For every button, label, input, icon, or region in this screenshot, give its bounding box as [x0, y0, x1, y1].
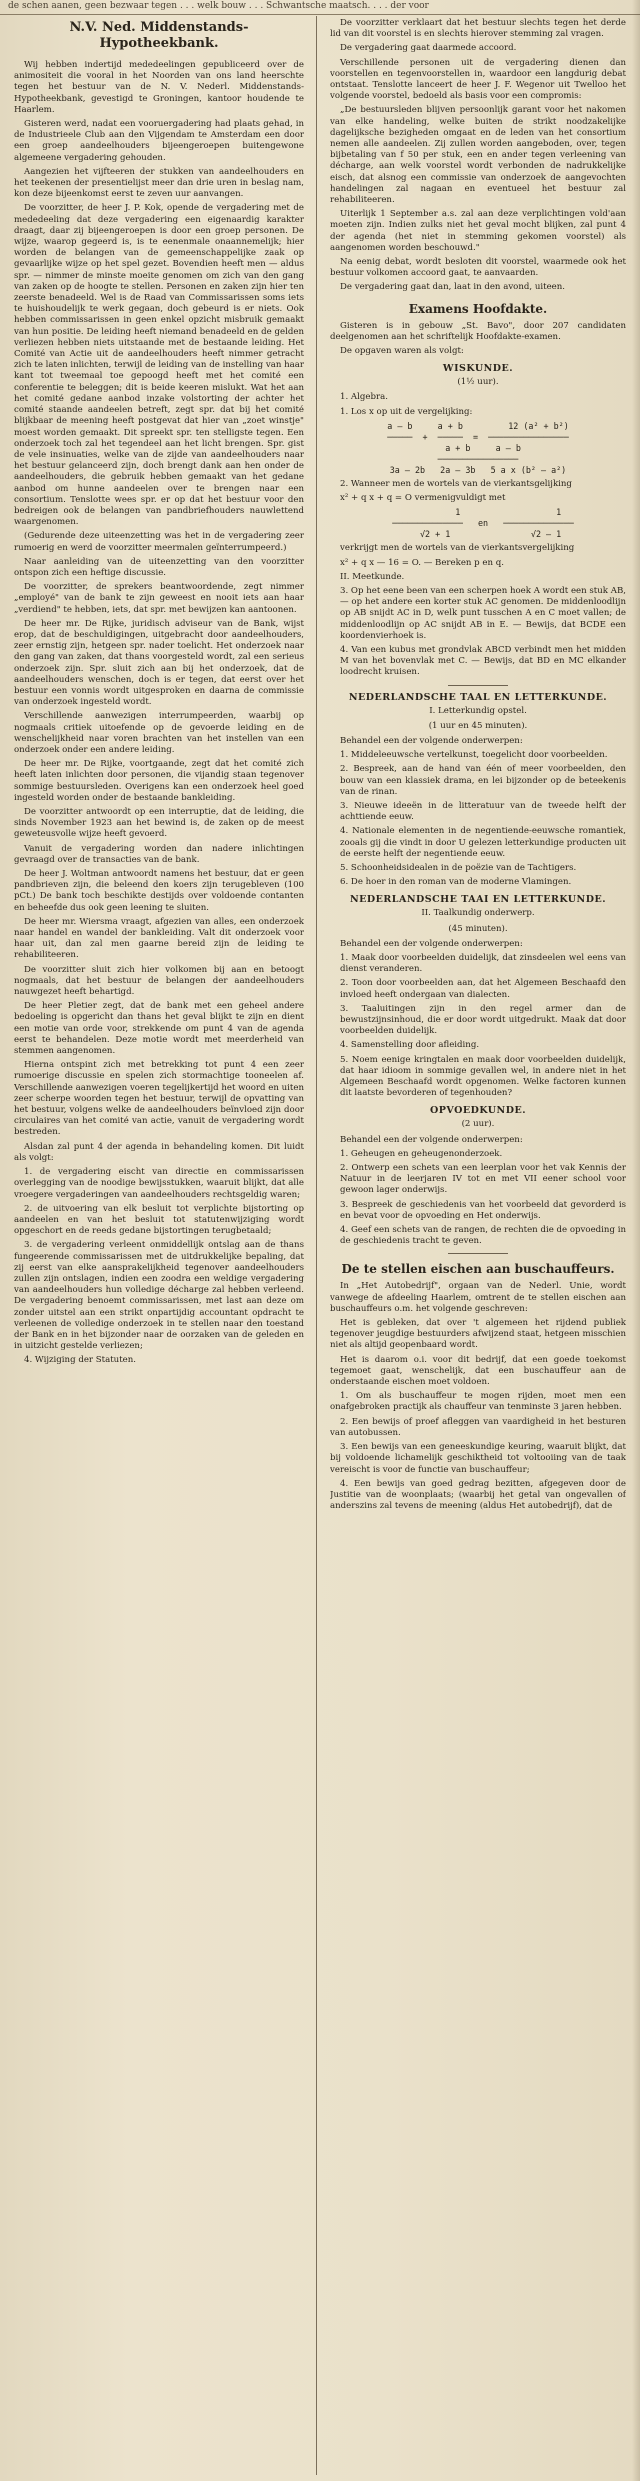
- paragraph: Verschillende personen uit de vergadering dienen dan voorstellen en tegenvoorstellen in, waardoor een langdurig debat ontstaat. Tenslotte lanceert de heer J. F. Wegenor uit Twelloo het volgende voorstel, bedoeld als basis voor een compromis:: [330, 57, 626, 102]
- paragraph: De vergadering gaat dan, laat in den avond, uiteen.: [340, 282, 566, 293]
- article-title-buschauffeurs: De te stellen eischen aan buschauffeurs.: [341, 1262, 615, 1277]
- paragraph: De voorzitter sluit zich hier volkomen bij aan en betoogt nogmaals, dat het bestuur de belangen der aandeelhouders nauwgezet heeft behartigd.: [14, 964, 304, 998]
- equation: 1 1 ────────────── en ────────────── √2 + 1 √2 — 1: [392, 507, 574, 540]
- list-item: 4. Geef een schets van de rangen, de rechten die de opvoeding in de geschiedenis tracht te geven.: [340, 1225, 626, 1247]
- paragraph: 3. de vergadering verleent onmiddellijk ontslag aan de thans fungeerende commissarissen met de uitdrukkelijke bepaling, dat zij eerst van elke aansprakelijkheid tegenover aandeelhouders zullen zijn ontslagen, indien een zoodra een weldige vergadering van aandeelhouders hun volledige décharge zal hebben verleend. De vergadering benoemt commissarissen, met last aan deze om zonder uitstel aan een strikt onpartijdig accountant opdracht te verleenen de volledige onderzoek in te stellen naar den toestand der Bank en in het bijzonder naar de oorzaken van de geleden en in uitzicht gestelde verliezen;: [14, 1240, 304, 1352]
- list-item: 1. Middeleeuwsche vertelkunst, toegelicht door voorbeelden.: [340, 750, 608, 761]
- subsection-title: II. Taalkundig onderwerp.: [421, 908, 535, 919]
- paragraph: (Gedurende deze uiteenzetting was het in de vergadering zeer rumoerig en werd de voorzitter meermalen geïnterrumpeerd.): [14, 531, 304, 553]
- section-title-opvoedkunde: OPVOEDKUNDE.: [429, 1105, 527, 1117]
- list-item: verkrijgt men de wortels van de vierkantsvergelijking: [340, 543, 575, 554]
- paragraph: Vanuit de vergadering worden dan nadere inlichtingen gevraagd over de transacties van de bank.: [14, 843, 304, 865]
- article-body-buschauffeurs: [330, 1281, 626, 1512]
- column-rule: [316, 16, 317, 2475]
- paragraph: Naar aanleiding van de uiteenzetting van den voorzitter ontspon zich een heftige discussie.: [14, 556, 304, 578]
- paragraph: Uiterlijk 1 September a.s. zal aan deze verplichtingen vold'aan moeten zijn. Indien zulks niet het geval mocht blijken, zal punt 4 der agenda (het niet in stemming gekomen voorstel) als aangenomen worden beschouwd.": [330, 209, 626, 253]
- paragraph: Wij hebben indertijd mededeelingen gepubliceerd over de animositeit die vooral in het Noorden van ons land heerschte tegen het bestuur van de N. V. Nederl. Middenstands-Hypotheekbank, gevestigd te Groningen, kantoor houdende te Haarlem.: [14, 60, 304, 115]
- article-body-continued: [330, 18, 626, 294]
- duration: (1 uur en 45 minuten).: [428, 720, 528, 731]
- duration-wiskunde: (1½ uur).: [457, 377, 499, 388]
- right-column: [330, 18, 626, 2471]
- list-item: 1. Maak door voorbeelden duidelijk, dat zinsdeelen wel eens van dienst veranderen.: [340, 952, 626, 975]
- list-item: 3. Op het eene been van een scherpen hoek A wordt een stuk AB, — op het andere een korter stuk AC genomen. De middenloodlijn op AB snijdt AC in D, welk punt tusschen A en C moet vallen; de middenloodlijn op AC snijdt AB in E. — Bewijs, dat BCDE een koordenvierhoek is.: [340, 585, 626, 641]
- list-item: 2. Bespreek, aan de hand van één of meer voorbeelden, den bouw van een klassiek drama, en lei bijzonder op de beteekenis van de rinan.: [340, 764, 626, 797]
- list-item: Behandel een der volgende onderwerpen:: [340, 938, 523, 949]
- paragraph: 4. Wijziging der Statuten.: [24, 1355, 137, 1366]
- list-item: II. Meetkunde.: [340, 571, 405, 582]
- paragraph: De heer mr. Wiersma vraagt, afgezien van alles, een onderzoek naar handel en wandel der bankleiding. Valt dit onderzoek voor haar uit, dan zal men gaarne bereid zijn de leiding te rehabiliteeren.: [14, 916, 304, 961]
- list-item: 5. Schoonheidsidealen in de poëzie van de Tachtigers.: [340, 862, 577, 873]
- list-item: 1. Geheugen en geheugenonderzoek.: [340, 1148, 503, 1159]
- paragraph: Het is daarom o.i. voor dit bedrijf, dat een goede toekomst tegemoet gaat, wenschelijk, dat een buschauffeur aan de onderstaande eischen moet voldoen.: [330, 1354, 626, 1388]
- paragraph: In „Het Autobedrijf", orgaan van de Nederl. Unie, wordt vanwege de afdeeling Haarlem, omtrent de te stellen eischen aan buschauffeurs o.m. het volgende geschreven:: [330, 1281, 626, 1314]
- list-item: x² + q x + q = O vermenigvuldigt met: [340, 493, 506, 504]
- paragraph: De vergadering gaat daarmede accoord.: [340, 43, 517, 54]
- article-title-examens: Examens Hoofdakte.: [408, 301, 548, 316]
- divider: [448, 685, 508, 686]
- paragraph: 3. Een bewijs van een geneeskundige keuring, waaruit blijkt, dat bij voldoende lichamelijk geschiktheid tot voltooiing van de taak vereischt is voor de functie van buschauffeur;: [330, 1442, 626, 1475]
- article-title-hypotheekbank: N.V. Ned. Middenstands-Hypotheekbank.: [69, 20, 249, 51]
- section-title-wiskunde: WISKUNDE.: [442, 363, 514, 375]
- list-item: 4. Nationale elementen in de negentiende-eeuwsche romantiek, zooals gij die vindt in door U gelezen letterkundige producten uit de eerste helft der negentiende eeuw.: [340, 826, 626, 859]
- paragraph: De heer mr. De Rijke, voortgaande, zegt dat het comité zich heeft laten inlichten door personen, die vijandig staan tegenover sommige bestuursleden. Overigens kan een onderzoek heel goed ingesteld worden onder de bestaande bankleiding.: [14, 759, 304, 803]
- paragraph: 1. Om als buschauffeur te mogen rijden, moet men een onafgebroken practijk als chauffeur van tenminste 3 jaren hebben.: [330, 1391, 626, 1413]
- paragraph: Het is gebleken, dat over 't algemeen het rijdend publiek tegenover jeugdige bestuurders afwijzend staat, hetgeen misschien niet als altijd geopenbaard wordt.: [330, 1318, 626, 1351]
- page-edge-shadow: [632, 0, 640, 2481]
- list-item: 5. Noem eenige kringtalen en maak door voorbeelden duidelijk, dat haar idioom in sommige gevallen wel, in andere niet in het Algemeen Beschaafd wordt opgenomen. Welke factoren kunnen dit laatste bevorderen of tegenhouden?: [340, 1054, 626, 1099]
- paragraph: 2. Een bewijs of proef afleggen van vaardigheid in het besturen van autobussen.: [330, 1416, 626, 1438]
- list-taal-1: [330, 736, 626, 888]
- list-item: 3. Taaluitingen zijn in den regel armer dan de bewustzijnsinhoud, die er door wordt uitgedrukt. Maak dat door voorbeelden duidelijk.: [340, 1003, 626, 1037]
- list-item: Behandel een der volgende onderwerpen:: [340, 1134, 523, 1145]
- divider: [448, 1253, 508, 1254]
- subsection-title: I. Letterkundig opstel.: [429, 705, 527, 716]
- list-wiskunde: [330, 392, 626, 678]
- list-taal-2: [330, 939, 626, 1100]
- paragraph: Verschillende aanwezigen interrumpeerden, waarbij op nogmaals critiek uitoefende op de gevoerde leiding en de wenschelijkheid naar voren brachten van het instellen van een onderzoek onder een andere leiding.: [14, 711, 304, 755]
- paragraph: Gisteren is in gebouw „St. Bavo", door 207 candidaten deelgenomen aan het schriftelijk Hoofdakte-examen.: [330, 320, 626, 342]
- section-title-taal-1: NEDERLANDSCHE TAAL EN LETTERKUNDE.: [348, 691, 608, 703]
- list-opvoedkunde: [330, 1135, 626, 1248]
- article-body-hypotheekbank: [14, 60, 304, 1367]
- paragraph: De heer J. Woltman antwoordt namens het bestuur, dat er geen pandbrieven zijn, die beleend den koers zijn terugebleven (100 pCt.) De bank toch beschikte destijds over voldoende contanten en beheefde dus ook geen leening te sluiten.: [14, 869, 304, 913]
- list-item: 3. Bespreek de geschiedenis van het voorbeeld dat gevorderd is en bevat voor de opvoeding en Het onderwijs.: [340, 1199, 626, 1221]
- top-strip: de schen aanen, geen bezwaar tegen . . . welk bouw . . . Schwantsche maatsch. . . . der voor: [0, 0, 640, 15]
- section-title-taal-2: NEDERLANDSCHE TAAI EN LETTERKUNDE.: [349, 894, 607, 906]
- paragraph: „De bestuursleden blijven persoonlijk garant voor het nakomen van elke handeling, welke buiten de strikt noodzakelijke dagelijksche bezigheden omgaat en de leden van het consortium nemen alle aandeelen. Zij zullen worden aangeboden, over, tegen bijbetaling van f 50 per stuk, een en ander tegen verleening van décharge, aan welk voorstel wordt verbonden de nadrukkelijke eisch, dat alsnog een commissie van onderzoek de aangevochten handelingen zal nagaan en eventueel het bestuur zal rehabiliteeren.: [330, 105, 626, 206]
- paragraph: De opgaven waren als volgt:: [340, 346, 464, 357]
- list-item: 4. Samenstelling door afleiding.: [340, 1040, 480, 1051]
- list-item: 1. Los x op uit de vergelijking:: [340, 406, 473, 417]
- paragraph: Hierna ontspint zich met betrekking tot punt 4 een zeer rumoerige discussie en spelen zich stormachtige tooneelen af. Verschillende aanwezigen voeren tegelijkertijd het woord en uiten zeer scherpe woorden tegen het bestuur, terwijl de opvatting van het bestuur, volgens welke de aandeelhouders beïnvloed zijn door circulaires van het comité van actie, vanuit de vergadering wordt bestreden.: [14, 1060, 304, 1138]
- list-item: 1. Algebra.: [340, 392, 388, 403]
- paragraph: De voorzitter antwoordt op een interruptie, dat de leiding, die sinds November 1923 aan het bewind is, de zaken op de meest geweteusvolle wijze heeft gevoerd.: [14, 807, 304, 840]
- duration: (45 minuten).: [448, 923, 508, 934]
- list-item: 2. Toon door voorbeelden aan, dat het Algemeen Beschaafd den invloed heeft ondergaan van dialecten.: [340, 978, 626, 1000]
- list-item: 2. Wanneer men de wortels van de vierkantsgelijking: [340, 478, 572, 489]
- left-column: [14, 18, 304, 2471]
- paragraph: De heer mr. De Rijke, juridisch adviseur van de Bank, wijst erop, dat de beschuldigingen, uitgebracht door aandeelhouders, zeer ernstig zijn, hetgeen spr. nader toelicht. Het onderzoek naar den gang van zaken, dat thans voorgesteld wordt, zal een serieus onderzoek zijn. Spr. sluit zich aan bij het onderzoek, dat de aandeelhouders wenschen, doch is er tegen, dat eerst over het bestuur een vonnis wordt uitgesproken en daarna de commissie van onderzoek ingesteld wordt.: [14, 618, 304, 708]
- list-item: 6. De hoer in den roman van de moderne Vlamingen.: [340, 877, 572, 888]
- paragraph: Na eenig debat, wordt besloten dit voorstel, waarmede ook het bestuur volkomen accoord gaat, te aanvaarden.: [330, 257, 626, 279]
- paragraph: 1. de vergadering eischt van directie en commissarissen overlegging van de noodige bewijsstukken, waaruit blijkt, dat alle vroegere vergaderingen van aandeelhouders rechtsgeldig waren;: [14, 1167, 304, 1200]
- duration: (2 uur).: [461, 1119, 495, 1130]
- paragraph: Aangezien het vijfteeren der stukken van aandeelhouders en het teekenen der presentielijst meer dan drie uren in beslag nam, kon deze bijeenkomst eerst te zeven uur aanvangen.: [14, 166, 304, 200]
- paragraph: De heer Pletier zegt, dat de bank met een geheel andere bedoeling is opgericht dan thans het geval blijkt te zijn en dient een motie van orde voor, strekkende om punt 4 van de agenda eerst te behandelen. Deze motie wordt met meerderheid van stemmen aangenomen.: [14, 1001, 304, 1057]
- paragraph: De voorzitter verklaart dat het bestuur slechts tegen het derde lid van dit voorstel is en slechts hierover stemming zal vragen.: [330, 18, 626, 40]
- list-item: Behandel een der volgende onderwerpen:: [340, 735, 523, 746]
- list-item: x² + q x — 16 = O. — Bereken p en q.: [340, 557, 504, 568]
- paragraph: Alsdan zal punt 4 der agenda in behandeling komen. Dit luidt als volgt:: [14, 1141, 304, 1163]
- list-item: 2. Ontwerp een schets van een leerplan voor het vak Kennis der Natuur in de leerjaren IV tot en met VII eener school voor gewoon lager onderwijs.: [340, 1163, 626, 1196]
- list-item: 4. Van een kubus met grondvlak ABCD verbindt men het midden M van het bovenvlak met C. — Bewijs, dat BD en MC elkander loodrecht kruisen.: [340, 644, 626, 678]
- paragraph: Gisteren werd, nadat een vooruergadering had plaats gehad, in de Industrieele Club aan den Vijgendam te Amsterdam een door een groep aandeelhouders bijeengeroepen buitengewone algemeene vergadering gehouden.: [14, 119, 304, 163]
- paragraph: De voorzitter, de heer J. P. Kok, opende de vergadering met de mededeeling dat deze vergadering een eigenaardig karakter draagt, daar zij bijeengeroepen is door een groep personen. De wijze, waarop gegeerd is, is te eenenmale onaannemelijk; hier worden de belangen van de gemeenschappelijke zaak op gevaarlijke wijze op het spel gezet. Bovendien heeft men — aldus spr. — nimmer de minste moeite genomen om zich van den gang van zaken op de hoogte te stellen. Personen en zaken zijn hier ten zeerste benadeeld. Wel is de Raad van Commissarissen soms iets te huishoudelijk te werk gegaan, doch gebeurd is er niets. Ook hebben commissarissen in geen enkel opzicht misbruik gemaakt van hun positie. De leiding heeft niemand benadeeld en de gelden verliezen hebben niets uitstaande met de bestaande leiding. Het Comité van Actie uit de aandeelhouders heeft nimmer getracht zich te laten inlichten, terwijl de leiding van de instelling van haar kant tot tweemaal toe gepoogd heeft met het comité een conferentie te beleggen; dit is beide keeren mislukt. Wat het aan het comité gedane aanbod inzake volstorting der achter het comité staande aandeelen betreft, zegt spr. dat bij het comité blijkbaar de meening heeft postgevat dat hier van „zoet winstje" moest worden gemaakt. Dit spreekt spr. ten stelligste tegen. Een onderzoek toch zal het tegendeel aan het licht brengen. Spr. gist de vele insinuaties, welke van de zijde van aandeelhouders naar het bestuur gelanceerd zijn, doch brengt dank aan hen onder de aandeelhouders, die gebruik hebben gemaakt van het gedane aanbod om hunne aandeelen over te brengen naar een consortium. Tenslotte wees spr. er op dat het bestuur voor den bedreigen ook de belangen van pandbriefhouders nauwlettend waargenomen.: [14, 203, 304, 528]
- paragraph: De voorzitter, de sprekers beantwoordende, zegt nimmer „employé" van de bank te zijn geweest en nooit iets aan haar „verdiend" te hebben, iets, dat spr. met bewijzen kan aantoonen.: [14, 582, 304, 615]
- equation: a — b a + b 12 (a² + b²) ───── + ───── = ──────────────── a + b a — b ──────────────── 3a — 2b 2a — 3b 5 a x (b² — a²): [387, 420, 569, 475]
- paragraph: 4. Een bewijs van goed gedrag bezitten, afgegeven door de Justitie van de woonplaats; (waarbij het getal van ongevallen of anderszins zal tevens de meening (aldus Het autobedrijf), dat de: [330, 1478, 626, 1512]
- list-item: 3. Nieuwe ideeën in de litteratuur van de tweede helft der achttiende eeuw.: [340, 800, 626, 823]
- paragraph: 2. de uitvoering van elk besluit tot verplichte bijstorting op aandeelen en van het besluit tot statutenwijziging wordt opgeschort en de reeds gedane bijstortingen terugbetaald;: [14, 1203, 304, 1237]
